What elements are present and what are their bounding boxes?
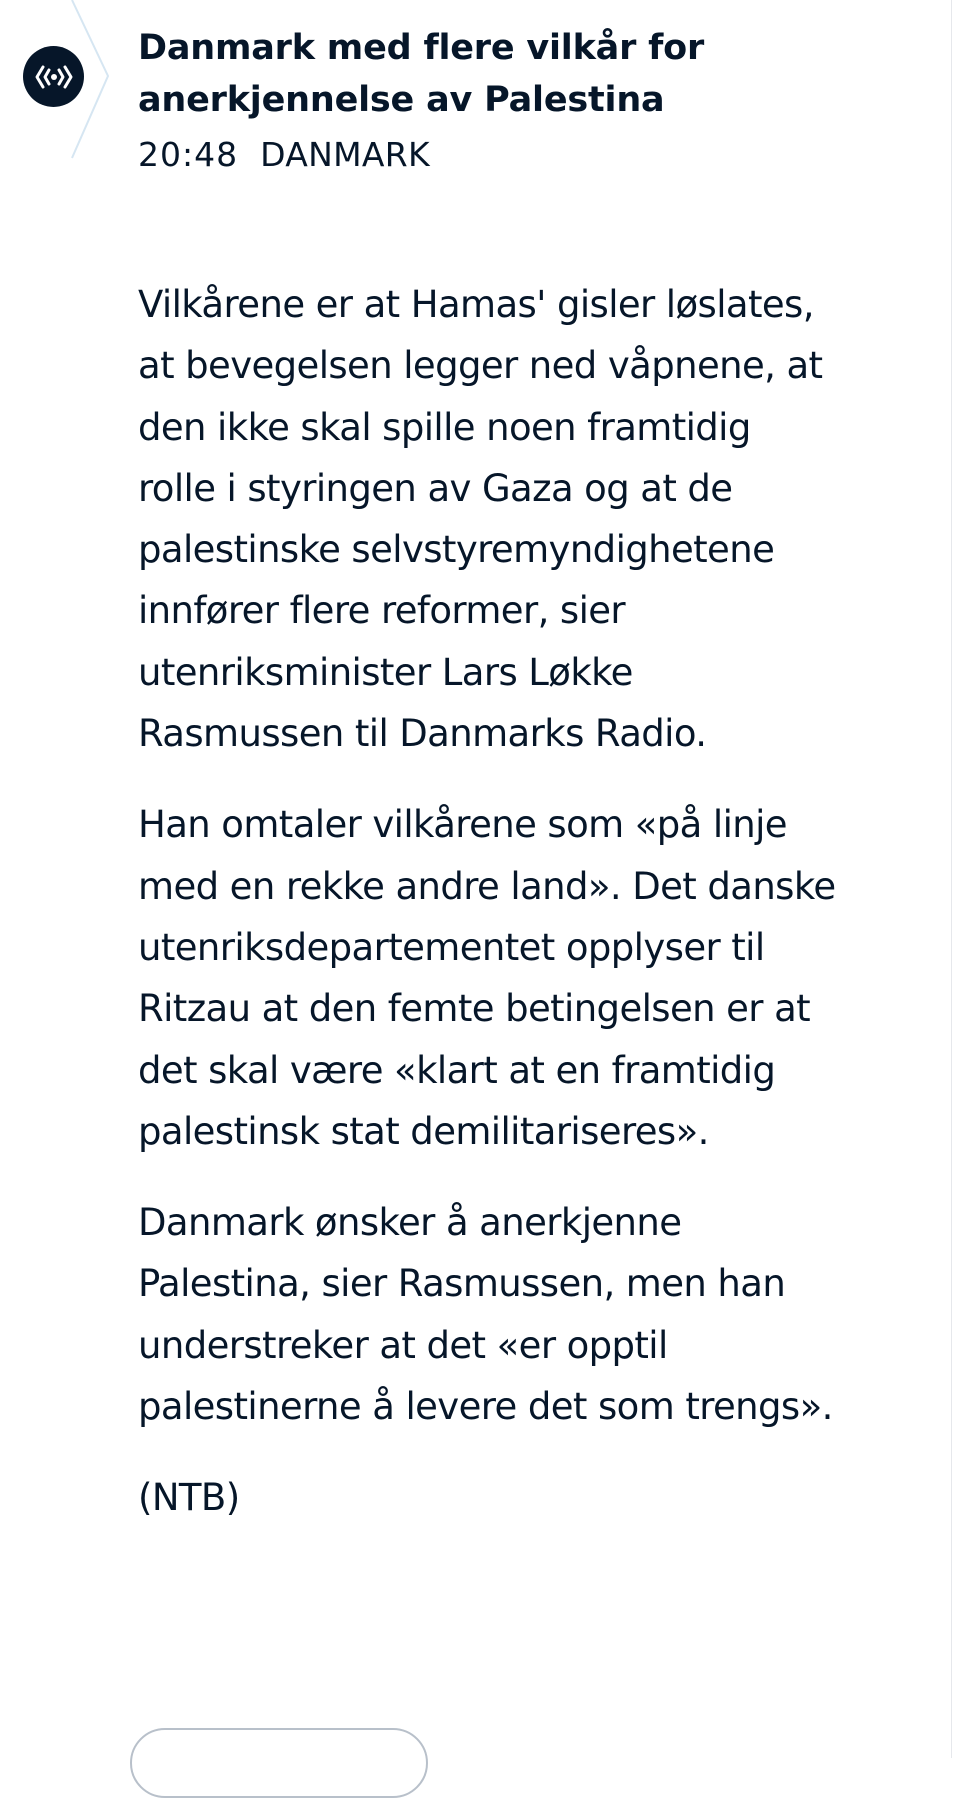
body-paragraph: Vilkårene er at Hamas' gisler løslates, at bevegelsen legger ned våpnene, at den ikke skal spille noen framtidig rolle i styringen av Gaza og at de palestinske selvstyremyndighetene innfører flere reformer, sier utenriksminister Lars Løkke Rasmussen til Danmarks Radio.	[138, 283, 823, 756]
right-divider	[951, 0, 952, 1758]
broadcast-waves-icon	[34, 63, 74, 91]
entry-category: DANMARK	[260, 135, 430, 174]
body-paragraph: Danmark ønsker å anerkjenne Palestina, sier Rasmussen, men han understreker at det «er opptil palestinerne å levere det som trengs».	[138, 1201, 833, 1429]
entry-header	[138, 22, 838, 176]
entry-meta	[138, 134, 838, 176]
source-credit: (NTB)	[138, 1476, 240, 1520]
entry-headline[interactable]: Danmark med flere vilkår for anerkjennelse av Palestina	[138, 28, 705, 120]
entry-body	[138, 274, 838, 1559]
body-paragraph: Han omtaler vilkårene som «på linje med en rekke andre land». Det danske utenriksdepartementet opplyser til Ritzau at den femte betingelsen er at det skal være «klart at en framtidig palestinsk stat demilitariseres».	[138, 803, 836, 1153]
more-button[interactable]	[130, 1728, 428, 1798]
entry-time: 20:48	[138, 135, 239, 174]
live-broadcast-icon	[23, 46, 84, 107]
